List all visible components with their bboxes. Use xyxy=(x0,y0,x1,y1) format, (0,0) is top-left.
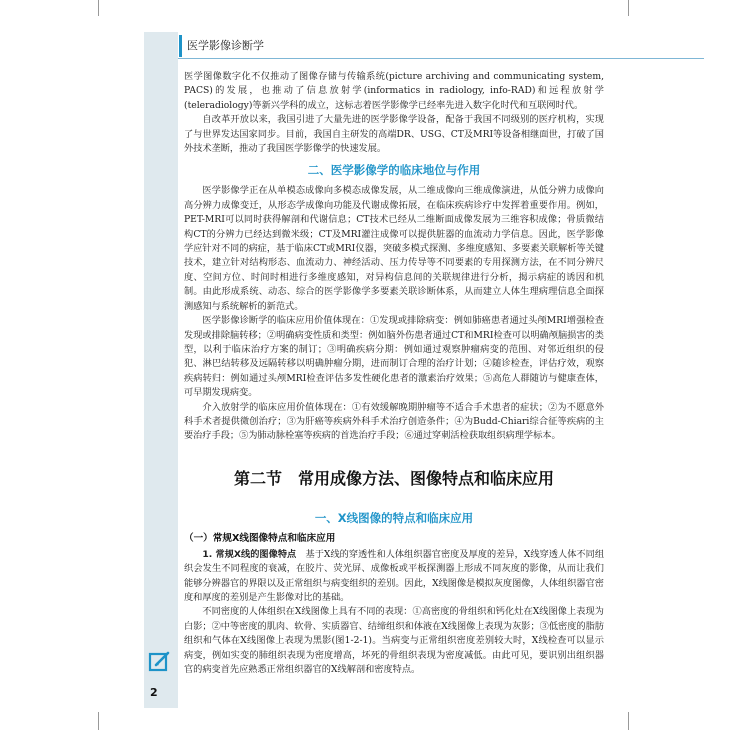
lead-in-heading: 1. 常规X线的图像特点 xyxy=(202,548,297,560)
section-heading: 一、X线图像的特点和临床应用 xyxy=(314,510,474,525)
header-rule xyxy=(178,58,704,59)
running-header-title: 医学影像诊断学 xyxy=(187,39,264,52)
body-paragraph: 介入放射学的临床应用价值体现在：①有效缓解晚期肿瘤等不适合手术患者的症状；②为不愿意外科手术者提供微创治疗；③为肝癌等疾病外科手术治疗创造条件；④为Budd-Chiari综合征等疾病的主要治疗手段；⑤为肺动脉栓塞等疾病的首选治疗手段；⑥通过穿刺活检获取组织病理学标本。 xyxy=(184,401,604,442)
margin-bar xyxy=(144,32,178,708)
body-paragraph: 医学影像诊断学的临床应用价值体现在：①发现或排除病变：例如肺癌患者通过头颅MRI增强检查发现或排除脑转移；②明确病变性质和类型：例如脑外伤患者通过CT和MRI检查可以明确颅脑损害的类型，以利于临床治疗方案的制订；③明确疾病分期：例如通过观察肿瘤病变的范围、对邻近组织的侵犯、淋巴结转移及远隔转移以明确肿瘤分期，进而制订合理的治疗计划；④随诊检查，评估疗效，观察疾病转归：例如通过头颅MRI检查评估多发性硬化患者的激素治疗效果；⑤高危人群随访与健康查体，可早期发现病变。 xyxy=(184,315,604,399)
chapter-heading: 第二节 常用成像方法、图像特点和临床应用 xyxy=(233,468,554,488)
page-number: 2 xyxy=(150,686,158,699)
body-paragraph xyxy=(184,548,604,606)
edit-note-icon xyxy=(148,650,172,674)
crop-mark xyxy=(628,712,629,730)
crop-mark xyxy=(98,0,99,16)
book-page xyxy=(144,26,704,708)
body-paragraph: 医学图像数字化不仅推动了图像存储与传输系统(picture archiving and communicating system, PACS)的发展，也推动了信息放射学(informatics in radiology, info-RAD)和远程放射学(teleradiology)等新兴学科的成立，这标志着医学影像学已经率先进入数字化时代和互联网时代。 xyxy=(184,71,604,111)
body-paragraph: 自改革开放以来，我国引进了大量先进的医学影像学设备，配备于我国不同级别的医疗机构，实现了与世界发达国家同步。目前，我国自主研发的高端DR、USG、CT及MRI等设备相继面世，打破了国外技术垄断，推动了我国医学影像学的快速发展。 xyxy=(184,114,604,155)
header-accent-bar xyxy=(179,35,182,57)
body-paragraph: 不同密度的人体组织在X线图像上具有不同的表现：①高密度的骨组织和钙化灶在X线图像上表现为白影；②中等密度的肌肉、软骨、实质器官、结缔组织和体液在X线图像上表现为灰影；③低密度的脂肪组织和气体在X线图像上表现为黑影(图1-2-1)。当病变与正常组织密度差别较大时，X线检查可以显示病变，例如实变的肺组织表现为密度增高，坏死的骨组织表现为密度减低。由此可见，要识别出组织器官的病变首先应熟悉正常组织器官的X线解剖和密度特点。 xyxy=(184,606,604,675)
subsection-heading: （一）常规X线图像特点和临床应用 xyxy=(184,532,336,544)
lead-in-text: 基于X线的穿透性和人体组织器官密度及厚度的差异，X线穿透人体不同组织会发生不同程度的衰减，在胶片、荧光屏、成像板或平板探测器上形成不同灰度的影像，从而让我们能够分辨器官的界限以及正常组织与病变组织的差别。因此，X线图像是模拟灰度图像，人体组织器官密度和厚度的差别是产生影像对比的基础。 xyxy=(184,548,605,603)
crop-mark xyxy=(628,0,629,16)
page-content xyxy=(184,60,604,677)
body-paragraph: 医学影像学正在从单模态成像向多模态成像发展，从二维成像向三维成像演进，从低分辨力成像向高分辨力成像变迁，从形态学成像向功能及代谢成像拓展，在临床疾病诊疗中发挥着重要作用。例如，PET-MRI可以同时获得解剖和代谢信息；CT技术已经从二维断面成像发展为三维容积成像；骨质微结构CT的分辨力已经达到微米级；CT及MRI灌注成像可以提供脏器的血流动力学信息。因此，医学影像学应针对不同的病症，基于临床CT或MRI仪器，突破多模式探测、多维度感知、多要素关联解析等关键技术，建立针对结构形态、血流动力、神经活动、压力传导等不同要素的专用探测方法，在不同分辨尺度、空间方位、时间时相进行多维度感知，对异构信息间的关联规律进行分析，揭示病症的诱因和机制。由此形成系统、动态、综合的医学影像学多要素关联诊断体系，从而建立人体生理病理信息全面探测感知与系统解析的新范式。 xyxy=(184,185,604,312)
section-heading: 二、医学影像学的临床地位与作用 xyxy=(307,163,481,178)
crop-mark xyxy=(98,712,99,730)
